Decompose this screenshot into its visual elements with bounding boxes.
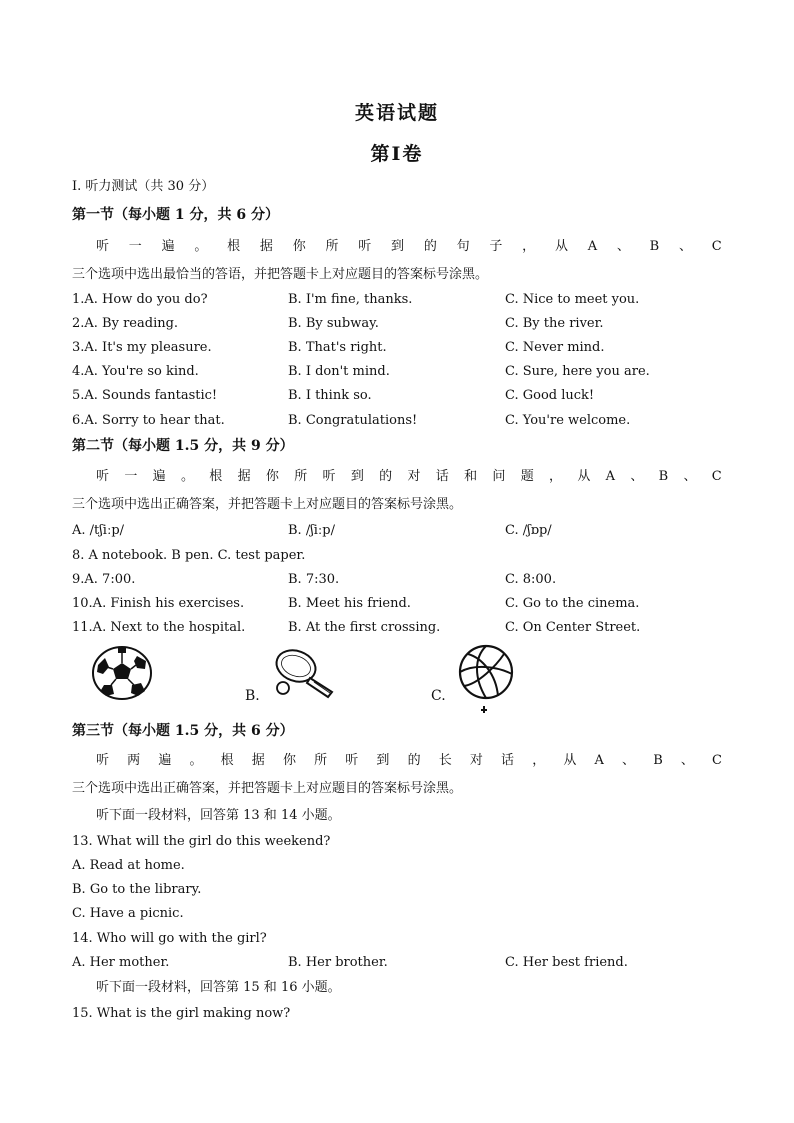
instr-char: 到 [376,753,390,768]
question-row [72,291,722,309]
question-row [72,954,722,972]
instr-char: 据 [237,469,251,484]
exam-title: 英语试题 [354,102,439,124]
instr-char: 听 [345,753,359,768]
instr-char: 一 [128,239,142,254]
instr-char: 、 [616,239,630,254]
option-c: C. Good luck! [505,388,595,403]
option-b: B. I think so. [288,388,372,403]
option-a: 5.A. Sounds fantastic! [72,388,218,403]
option-a: 4.A. You're so kind. [72,364,199,379]
option-c: C. You're welcome. [505,413,631,428]
option-a: 11.A. Next to the hospital. [72,620,246,635]
question-14: 14. Who will go with the girl? [72,931,267,946]
instr-char: 听 [96,239,110,254]
option-a: 2.A. By reading. [72,316,179,331]
instr-char: 、 [630,469,644,484]
instr-char: 、 [680,753,694,768]
option-b: B. I'm fine, thanks. [288,292,413,307]
option-c: C. On Center Street. [505,620,641,635]
instr-char: ， [532,753,546,768]
option-a: A. /tʃiːp/ [72,523,125,538]
instr-char: 。 [189,753,203,768]
instr-char: 据 [251,753,265,768]
instr-char: C [712,753,722,768]
option-b: B. 7:30. [288,572,340,587]
q13-option-a: A. Read at home. [72,858,185,873]
instr-char: 的 [379,469,393,484]
instr-char: 对 [407,469,421,484]
instr-char: 根 [227,239,241,254]
instr-char: 两 [127,753,141,768]
instr-char: C [711,239,722,254]
question-row [72,595,722,613]
section3-heading: 第三节（每小题 1.5 分，共 6 分） [72,723,294,739]
instr-char: 遍 [152,469,166,484]
question-row [72,412,722,430]
instr-char: 所 [314,753,328,768]
soccer-ball-icon [90,645,154,701]
section2-heading: 第二节（每小题 1.5 分，共 9 分） [72,438,294,454]
instr-char: 、 [622,753,636,768]
q13-option-b: B. Go to the library. [72,882,202,897]
option-a: A. Her mother. [72,955,170,970]
instr-char: 问 [492,469,506,484]
option-b: B. At the first crossing. [288,620,441,635]
option-c: C. Go to the cinema. [505,596,640,611]
question-13: 13. What will the girl do this weekend? [72,834,331,849]
section2-instruction-line1 [96,468,722,486]
option-c: C. /ʃɒp/ [505,523,552,538]
instr-char: B [658,469,669,484]
option-c: C. By the river. [505,316,604,331]
instr-char: A [594,753,604,768]
instr-char: 子 [489,239,503,254]
option-c: C. Nice to meet you. [505,292,640,307]
instr-char: 话 [501,753,515,768]
section1-heading: 第一节（每小题 1 分，共 6 分） [72,207,279,223]
option-b: B. Meet his friend. [288,596,411,611]
instr-char: 句 [456,239,470,254]
option-b: B. I don't mind. [288,364,390,379]
part-heading: Ⅰ. 听力测试（共 30 分） [72,179,215,194]
option-b: B. That's right. [288,340,387,355]
ping-pong-paddle-icon [270,648,342,700]
question-row [72,619,722,637]
instr-char: 的 [407,753,421,768]
instr-char: A [587,239,598,254]
instr-char: 听 [96,469,110,484]
instr-char: C [711,469,722,484]
instr-char: 你 [282,753,296,768]
section1-instruction-line1 [96,238,722,256]
instr-char: ， [522,239,536,254]
instr-char: 的 [423,239,437,254]
instr-char: 到 [391,239,405,254]
instr-char: 听 [322,469,336,484]
option-a: 9.A. 7:00. [72,572,136,587]
instr-char: 。 [180,469,194,484]
option-c: C. Her best friend. [505,955,628,970]
instr-char: 听 [96,753,110,768]
instr-char: ， [549,469,563,484]
volleyball-icon [456,644,516,714]
option-a: 3.A. It's my pleasure. [72,340,212,355]
instr-char: B [649,239,660,254]
option-b: B. By subway. [288,316,379,331]
instr-char: 。 [194,239,208,254]
question-row [72,315,722,333]
instr-char: 一 [124,469,138,484]
instr-char: 题 [520,469,534,484]
instr-char: 、 [683,469,697,484]
instr-char: 到 [350,469,364,484]
instr-char: 你 [292,239,306,254]
instr-char: 从 [577,469,591,484]
section1-instruction-line2: 三个选项中选出最恰当的答语，并把答题卡上对应题目的答案标号涂黑。 [72,267,489,282]
option-c: C. Sure, here you are. [505,364,650,379]
instr-char: 据 [259,239,273,254]
instr-char: 所 [325,239,339,254]
instr-char: 和 [464,469,478,484]
image-label-c: C. [431,688,446,704]
instr-char: 遍 [161,239,175,254]
option-b: B. /ʃiːp/ [288,523,335,538]
instr-char: 所 [294,469,308,484]
option-a: 1.A. How do you do? [72,292,208,307]
instr-char: 听 [358,239,372,254]
instr-char: B [653,753,663,768]
instr-char: 根 [209,469,223,484]
question-8: 8. A notebook. B pen. C. test paper. [72,548,306,563]
section3-instruction-line1 [96,752,722,770]
question-row [72,522,722,540]
option-a: 6.A. Sorry to hear that. [72,413,225,428]
option-b: B. Her brother. [288,955,388,970]
instr-char: 话 [435,469,449,484]
section2-instruction-line2: 三个选项中选出正确答案，并把答题卡上对应题目的答案标号涂黑。 [72,497,463,512]
instr-char: 、 [678,239,692,254]
instr-char: 你 [265,469,279,484]
question-row [72,339,722,357]
question-row [72,363,722,381]
question-15: 15. What is the girl making now? [72,1006,291,1021]
material-intro-1: 听下面一段材料，回答第 13 和 14 小题。 [96,808,341,823]
material-intro-2: 听下面一段材料，回答第 15 和 16 小题。 [96,980,341,995]
instr-char: 从 [563,753,577,768]
instr-char: 长 [438,753,452,768]
question-row [72,387,722,405]
section3-instruction-line2: 三个选项中选出正确答案，并把答题卡上对应题目的答案标号涂黑。 [72,781,463,796]
option-b: B. Congratulations! [288,413,418,428]
instr-char: 根 [220,753,234,768]
image-label-b: B. [245,688,260,704]
instr-char: 从 [554,239,568,254]
volume-title: 第Ⅰ卷 [370,143,424,165]
instr-char: A [605,469,616,484]
instr-char: 对 [469,753,483,768]
option-a: 10.A. Finish his exercises. [72,596,245,611]
q13-option-c: C. Have a picnic. [72,906,184,921]
instr-char: 遍 [158,753,172,768]
option-c: C. 8:00. [505,572,557,587]
question-row [72,571,722,589]
option-c: C. Never mind. [505,340,605,355]
